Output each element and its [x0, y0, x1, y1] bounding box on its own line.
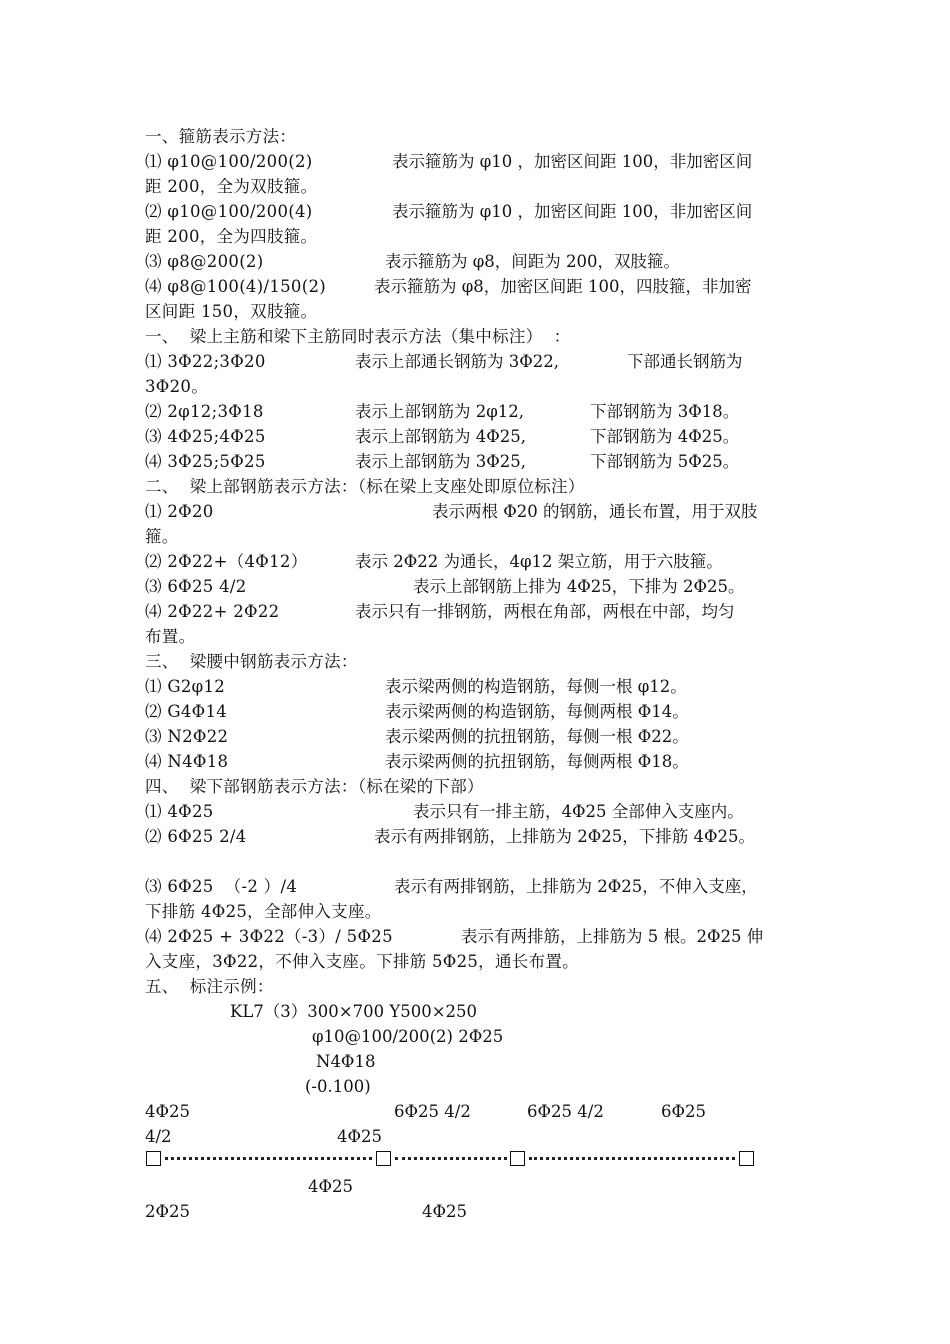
- beam-span-line: [529, 1157, 735, 1160]
- item-1-code: ⑴ 4Φ25: [145, 802, 214, 821]
- section-heading-bottom-bars: 四、 梁下部钢筋表示方法：（标在梁的下部）: [145, 777, 484, 796]
- item-3-desc: 表示有两排钢筋，上排筋为 2Φ25，不伸入支座，: [394, 877, 758, 896]
- item-2-code: ⑵ 2Φ22+（4Φ12）: [145, 552, 308, 571]
- item-1-desc: 表示上部通长钢筋为 3Φ22,: [355, 352, 560, 371]
- span-bottom-label: 2Φ25: [145, 1202, 191, 1221]
- item-3-code: ⑶ 4Φ25;4Φ25: [145, 427, 266, 446]
- item-2-code: ⑵ 2φ12;3Φ18: [145, 402, 264, 421]
- span-top-label: 4Φ25: [337, 1127, 383, 1146]
- item-4-code: ⑷ φ8@100(4)/150(2): [145, 277, 326, 296]
- item-1-code: ⑴ 2Φ20: [145, 502, 214, 521]
- item-3-code: ⑶ N2Φ22: [145, 727, 229, 746]
- item-1-code: ⑴ φ10@100/200(2): [145, 152, 313, 171]
- item-2-desc-lower: 下部钢筋为 3Φ18。: [590, 402, 740, 421]
- support-top-label: 6Φ25: [661, 1102, 707, 1121]
- item-4-code: ⑷ 2Φ25 + 3Φ22（-3）/ 5Φ25: [145, 927, 393, 946]
- item-2-code: ⑵ 6Φ25 2/4: [145, 827, 247, 846]
- beam-label: KL7（3）300×700 Y500×250: [230, 1002, 478, 1021]
- section-heading-stirrups: 一、箍筋表示方法：: [145, 127, 297, 146]
- support-top-label-cont: 4/2: [145, 1127, 172, 1146]
- beam-span-line: [395, 1157, 507, 1160]
- support-top-label: 6Φ25 4/2: [527, 1102, 604, 1121]
- support-top-label: 6Φ25 4/2: [394, 1102, 471, 1121]
- item-4-desc-cont: 区间距 150，双肢箍。: [145, 302, 318, 321]
- support-top-label: 4Φ25: [145, 1102, 191, 1121]
- item-4-desc: 表示箍筋为 φ8，加密区间距 100，四肢箍，非加密: [374, 277, 752, 296]
- item-1-desc: 表示两根 Φ20 的钢筋，通长布置，用于双肢: [432, 502, 758, 521]
- item-2-desc: 表示梁两侧的构造钢筋，每侧两根 Φ14。: [385, 702, 689, 721]
- item-4-code: ⑷ N4Φ18: [145, 752, 229, 771]
- span-bottom-label: 4Φ25: [308, 1177, 354, 1196]
- item-3-code: ⑶ 6Φ25 （-2 ）/4: [145, 877, 298, 896]
- item-1-code: ⑴ G2φ12: [145, 677, 226, 696]
- item-4-desc-lower: 下部钢筋为 5Φ25。: [590, 452, 740, 471]
- item-2-desc: 表示箍筋为 φ10 ，加密区间距 100，非加密区间: [392, 202, 753, 221]
- section-heading-main-bars: 一、 梁上主筋和梁下主筋同时表示方法（集中标注） ：: [145, 327, 571, 346]
- item-3-desc-cont: 下排筋 4Φ25，全部伸入支座。: [145, 902, 382, 921]
- item-1-desc: 表示只有一排主筋，4Φ25 全部伸入支座内。: [413, 802, 744, 821]
- item-4-desc: 表示只有一排钢筋，两根在角部，两根在中部，均匀: [355, 602, 735, 621]
- support-column: [739, 1151, 754, 1166]
- item-4-code: ⑷ 2Φ22+ 2Φ22: [145, 602, 280, 621]
- beam-span-line: [165, 1157, 372, 1160]
- item-1-desc-cont: 3Φ20。: [145, 377, 209, 396]
- item-2-desc: 表示上部钢筋为 2φ12,: [355, 402, 525, 421]
- beam-elevation-label: (-0.100): [305, 1077, 371, 1096]
- section-heading-top-bars: 二、 梁上部钢筋表示方法：（标在梁上支座处即原位标注）: [145, 477, 585, 496]
- item-4-desc-cont: 布置。: [145, 627, 196, 646]
- item-3-desc: 表示上部钢筋为 4Φ25,: [355, 427, 527, 446]
- item-3-code: ⑶ 6Φ25 4/2: [145, 577, 247, 596]
- item-3-desc-lower: 下部钢筋为 4Φ25。: [590, 427, 740, 446]
- item-1-desc-cont: 距 200，全为双肢箍。: [145, 177, 318, 196]
- item-1-desc-lower: 下部通长钢筋为: [627, 352, 743, 371]
- item-3-desc: 表示箍筋为 φ8，间距为 200，双肢箍。: [385, 252, 681, 271]
- item-3-desc: 表示上部钢筋上排为 4Φ25，下排为 2Φ25。: [413, 577, 745, 596]
- item-4-desc: 表示上部钢筋为 3Φ25,: [355, 452, 527, 471]
- item-2-desc: 表示有两排钢筋，上排筋为 2Φ25，下排筋 4Φ25。: [374, 827, 756, 846]
- section-heading-web-bars: 三、 梁腰中钢筋表示方法：: [145, 652, 358, 671]
- item-4-desc-cont: 入支座，3Φ22，不伸入支座。下排筋 5Φ25，通长布置。: [145, 952, 579, 971]
- item-2-desc: 表示 2Φ22 为通长，4φ12 架立筋，用于六肢箍。: [355, 552, 723, 571]
- item-2-desc-cont: 距 200，全为四肢箍。: [145, 227, 318, 246]
- support-column: [510, 1151, 525, 1166]
- beam-torsion-label: N4Φ18: [316, 1052, 376, 1071]
- item-3-desc: 表示梁两侧的抗扭钢筋，每侧一根 Φ22。: [385, 727, 689, 746]
- item-4-desc: 表示有两排筋，上排筋为 5 根。2Φ25 伸: [461, 927, 764, 946]
- support-column: [376, 1151, 391, 1166]
- item-1-desc: 表示梁两侧的构造钢筋，每侧一根 φ12。: [385, 677, 687, 696]
- span-bottom-label: 4Φ25: [422, 1202, 468, 1221]
- item-3-code: ⑶ φ8@200(2): [145, 252, 264, 271]
- item-1-code: ⑴ 3Φ22;3Φ20: [145, 352, 266, 371]
- support-column: [146, 1151, 161, 1166]
- section-heading-example: 五、 标注示例：: [145, 977, 274, 996]
- item-4-desc: 表示梁两侧的抗扭钢筋，每侧两根 Φ18。: [385, 752, 689, 771]
- beam-stirrup-label: φ10@100/200(2) 2Φ25: [312, 1027, 504, 1046]
- item-1-desc: 表示箍筋为 φ10 ，加密区间距 100，非加密区间: [392, 152, 753, 171]
- item-1-desc-cont: 箍。: [145, 527, 179, 546]
- item-2-code: ⑵ G4Φ14: [145, 702, 228, 721]
- item-2-code: ⑵ φ10@100/200(4): [145, 202, 313, 221]
- item-4-code: ⑷ 3Φ25;5Φ25: [145, 452, 266, 471]
